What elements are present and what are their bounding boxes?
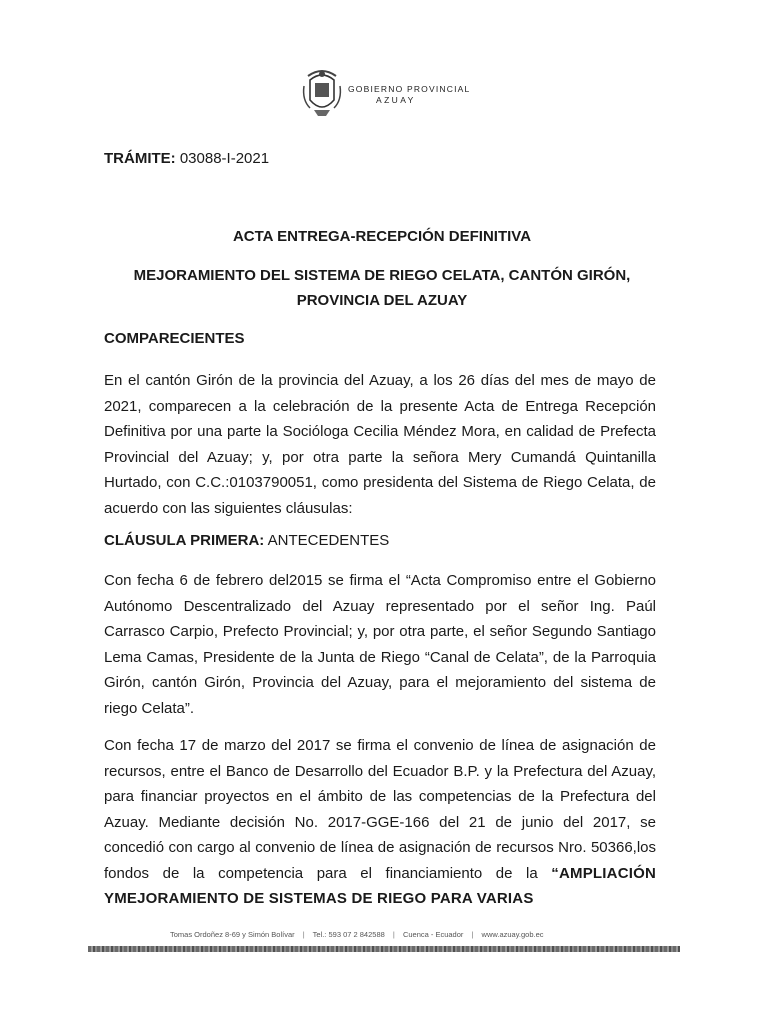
tramite-label: TRÁMITE: [104,150,176,167]
antecedentes-paragraph-1: Con fecha 6 de febrero del2015 se firma el “Acta Compromiso entre el Gobierno Autónomo Descentralizado del Azuay representado por el señor Ing. Paúl Carrasco Carpio, Prefecto Provincial; y, por otra parte, el señor Segundo Santiago Lema Camas, Presidente de la Junta de Riego “Canal de Celata”, de la Parroquia Girón, cantón Girón, Provincia del Azuay, para el mejoramiento del sistema de riego Celata”. [104,572,656,717]
footer-separator: | [302,930,305,939]
provincial-seal-icon [300,66,344,120]
antecedentes-paragraph-2-text: Con fecha 17 de marzo del 2017 se firma el convenio de línea de asignación de recursos, entre el Banco de Desarrollo del Ecuador B.P. y la Prefectura del Azuay, para financiar proyectos en el ámbito de las competencias de la Prefectura del Azuay. Mediante decisión No. 2017-GGE-166 del 21 de junio del 2017, se concedió con cargo al convenio de línea de asignación de recursos Nro. 50366,los fondos de la competencia para el financiamiento de la [104,737,656,882]
organization-name [348,84,470,106]
footer-contact [170,930,600,939]
comparecientes-heading-text: COMPARECIENTES [104,330,245,347]
footer-location: Cuenca - Ecuador [402,930,464,939]
footer-address: Tomas Ordoñez 8-69 y Simón Bolívar [170,930,295,939]
project-title-line-2: PROVINCIA DEL AZUAY [296,292,468,309]
antecedentes-paragraph-2 [104,733,656,912]
project-title [104,263,660,313]
antecedentes-paragraph-2-bold: “AMPLIACIÓN YMEJORAMIENTO DE SISTEMAS DE RIEGO PARA VARIAS [104,864,656,907]
footer-separator: | [392,930,395,939]
clausula-primera-heading [104,532,389,549]
clausula-primera-subject: ANTECEDENTES [267,532,390,549]
document-title: ACTA ENTREGA-RECEPCIÓN DEFINITIVA [232,228,532,245]
footer-phone: Tel.: 593 07 2 842588 [312,930,385,939]
footer-website: www.azuay.gob.ec [481,930,544,939]
tramite-line [104,150,269,167]
clausula-primera-label: CLÁUSULA PRIMERA: [104,532,265,549]
org-line-1: GOBIERNO PROVINCIAL [348,84,471,94]
org-line-2: AZUAY [376,95,416,105]
letterhead [300,66,480,122]
comparecientes-paragraph: En el cantón Girón de la provincia del Azuay, a los 26 días del mes de mayo de 2021, comparecen a la celebración de la presente Acta de Entrega Recepción Definitiva por una parte la Socióloga Cecilia Méndez Mora, en calidad de Prefecta Provincial del Azuay; y, por otra parte la señora Mery Cumandá Quintanilla Hurtado, con C.C.:0103790051, como presidenta del Sistema de Riego Celata, de acuerdo con las siguientes cláusulas: [104,372,656,517]
footer-separator: | [471,930,474,939]
comparecientes-heading [104,330,245,347]
tramite-number: 03088-I-2021 [179,150,270,167]
project-title-line-1: MEJORAMIENTO DEL SISTEMA DE RIEGO CELATA, CANTÓN GIRÓN, [133,267,631,284]
footer-decorative-bar [88,946,680,952]
